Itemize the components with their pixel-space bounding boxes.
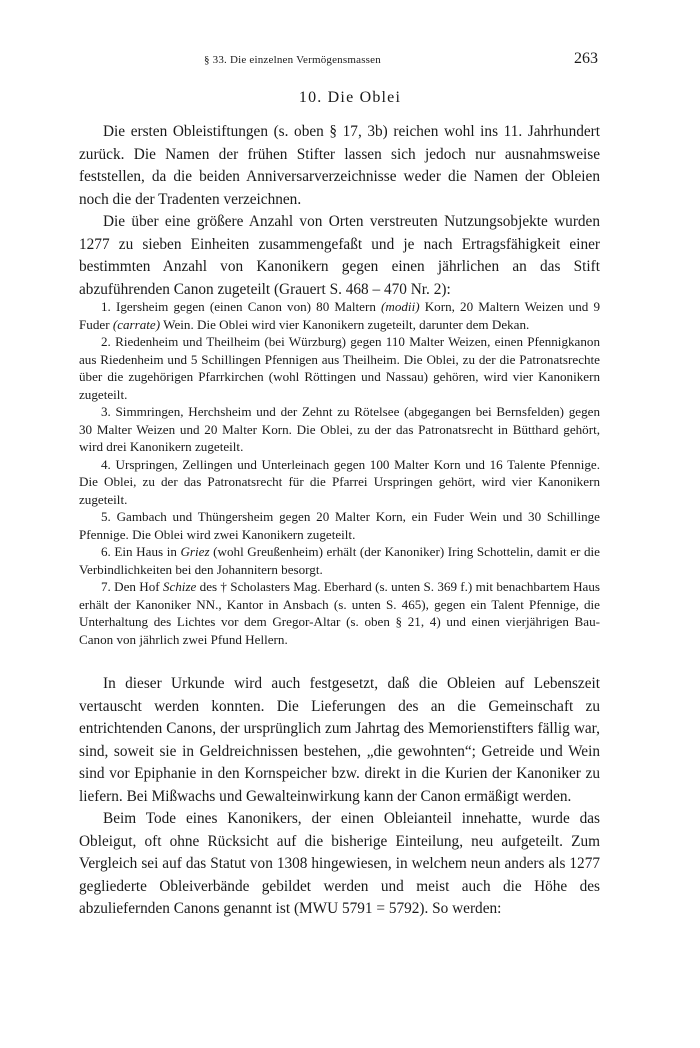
- list-item-4: 4. Urspringen, Zellingen und Unterleinach gegen 100 Malter Korn und 16 Talente Pfennige. Die Oblei, zu der das Patronatsrecht für die Pfarrei Urspringen gehört, wird vier Kanonikern zugeteilt.: [79, 456, 600, 507]
- item-1-text-c: Korn, 20 Maltern Weizen und 9 Fuder: [79, 299, 601, 332]
- outro-paragraph-1: In dieser Urkunde wird auch festgesetzt, daß die Obleien auf Lebenszeit vertauscht werden konnten. Die Lieferungen des an die Gemeinschaft zu entrichtenden Canons, der ursprünglich zum Jahrtag des Memorienstifters fällig war, sind, soweit sie in Geldreichnissen bestehen, „die gewohnten“; Getreide und Wein sind vor Epiphanie in den Kornspeicher bzw. direkt in die Kurien der Kanoniker zu liefern. Bei Mißwachs und Gewalteinwirkung kann der Canon ermäßigt werden.: [79, 675, 600, 805]
- item-7-court-schize: Schize: [162, 579, 197, 594]
- item-7-text-c: des † Scholasters Mag. Eberhard (s. unten S. 369 f.) mit benachbartem Haus erhält der Kanoniker NN., Kantor in Ansbach (s. unten S. 465), gegen ein Talent Pfennige, die Unterhaltung des Lichtes vor dem Gregor-Altar (s. oben § 21, 4) und einen vierjährigen Bau-Canon von jährlich zwei Pfund Hellern.: [79, 579, 600, 647]
- page-header: [79, 50, 600, 72]
- list-item-3: 3. Simmringen, Herchsheim und der Zehnt zu Rötelsee (abgegangen bei Bernsfelden) gegen 30 Malter Weizen und 20 Malter Korn. Die Oblei, zu der das Patronatsrecht in Bütthard gehört, wird drei Kanonikern zugeteilt.: [79, 404, 600, 454]
- section-title: 10. Die Oblei: [298, 89, 402, 106]
- item-1-term-modii: (modii): [381, 299, 420, 314]
- list-item-6: [79, 543, 600, 578]
- list-item-7: [79, 578, 600, 648]
- outro-paragraph-2: Beim Tode eines Kanonikers, der einen Obleianteil innehatte, wurde das Obleigut, oft ohne Rücksicht auf die bisherige Einteilung, neu aufgeteilt. Zum Vergleich sei auf das Statut von 1308 hingewiesen, in welchem neun anders als 1277 gegliederte Obleiverbände gebildet werden und meist auch die Höhe des abzuliefernden Canons genannt ist (MWU 5791 = 5792). So werden:: [79, 810, 600, 917]
- item-1-text-e: Wein. Die Oblei wird vier Kanonikern zugeteilt, darunter dem Dekan.: [160, 316, 530, 332]
- outro-section: [79, 673, 600, 921]
- item-1-term-carrate: (carrate): [112, 316, 161, 332]
- item-6-text-a: 6. Ein Haus in: [101, 544, 181, 559]
- item-1-text-a: 1. Igersheim gegen (einen Canon von) 80 Maltern: [101, 299, 382, 314]
- list-item-1: [79, 298, 600, 333]
- list-item-2: 2. Riedenheim und Theilheim (bei Würzburg) gegen 110 Malter Weizen, einen Pfennigkanon aus Riedenheim und 5 Schillingen Pfennigen aus Theilheim. Die Oblei, zu der die Patronatsrechte über die zugehörigen Pfarrkirchen (wohl Röttingen und Nassau) gehören, wird vier Kanonikern zugeteilt.: [79, 334, 600, 402]
- intro-paragraph-1: Die ersten Obleistiftungen (s. oben § 17, 3b) reichen wohl ins 11. Jahrhundert zurück. Die Namen der frühen Stifter lassen sich jedoch nur ausnahmsweise feststellen, da die beiden Anniversarverzeichnisse weder die Namen der Obleien noch die der Tradenten verzeichnen.: [79, 123, 600, 208]
- intro-paragraph-2: Die über eine größere Anzahl von Orten verstreuten Nutzungsobjekte wurden 1277 zu sieben Einheiten zusammengefaßt und je nach Ertragsfähigkeit einer bestimmten Anzahl von Kanonikern gegen einen jährlichen an das Stift abzuführenden Canon zugeteilt (Grauert S. 468 – 470 Nr. 2):: [79, 213, 600, 298]
- list-item-5: 5. Gambach und Thüngersheim gegen 20 Malter Korn, ein Fuder Wein und 30 Schillinge Pfennige. Die Oblei wird zwei Kanonikern zugeteilt.: [79, 509, 600, 542]
- page-number: 263: [574, 50, 598, 67]
- item-6-text-c: (wohl Greußenheim) erhält (der Kanoniker) Iring Schottelin, damit er die Verbindlichkeiten bei den Johannitern besorgt.: [79, 544, 600, 577]
- intro-section: [79, 121, 600, 301]
- running-head: § 33. Die einzelnen Vermögensmassen: [204, 54, 381, 66]
- item-6-place-griez: Griez: [180, 544, 210, 559]
- item-7-text-a: 7. Den Hof: [101, 579, 163, 594]
- item-list: [79, 298, 600, 648]
